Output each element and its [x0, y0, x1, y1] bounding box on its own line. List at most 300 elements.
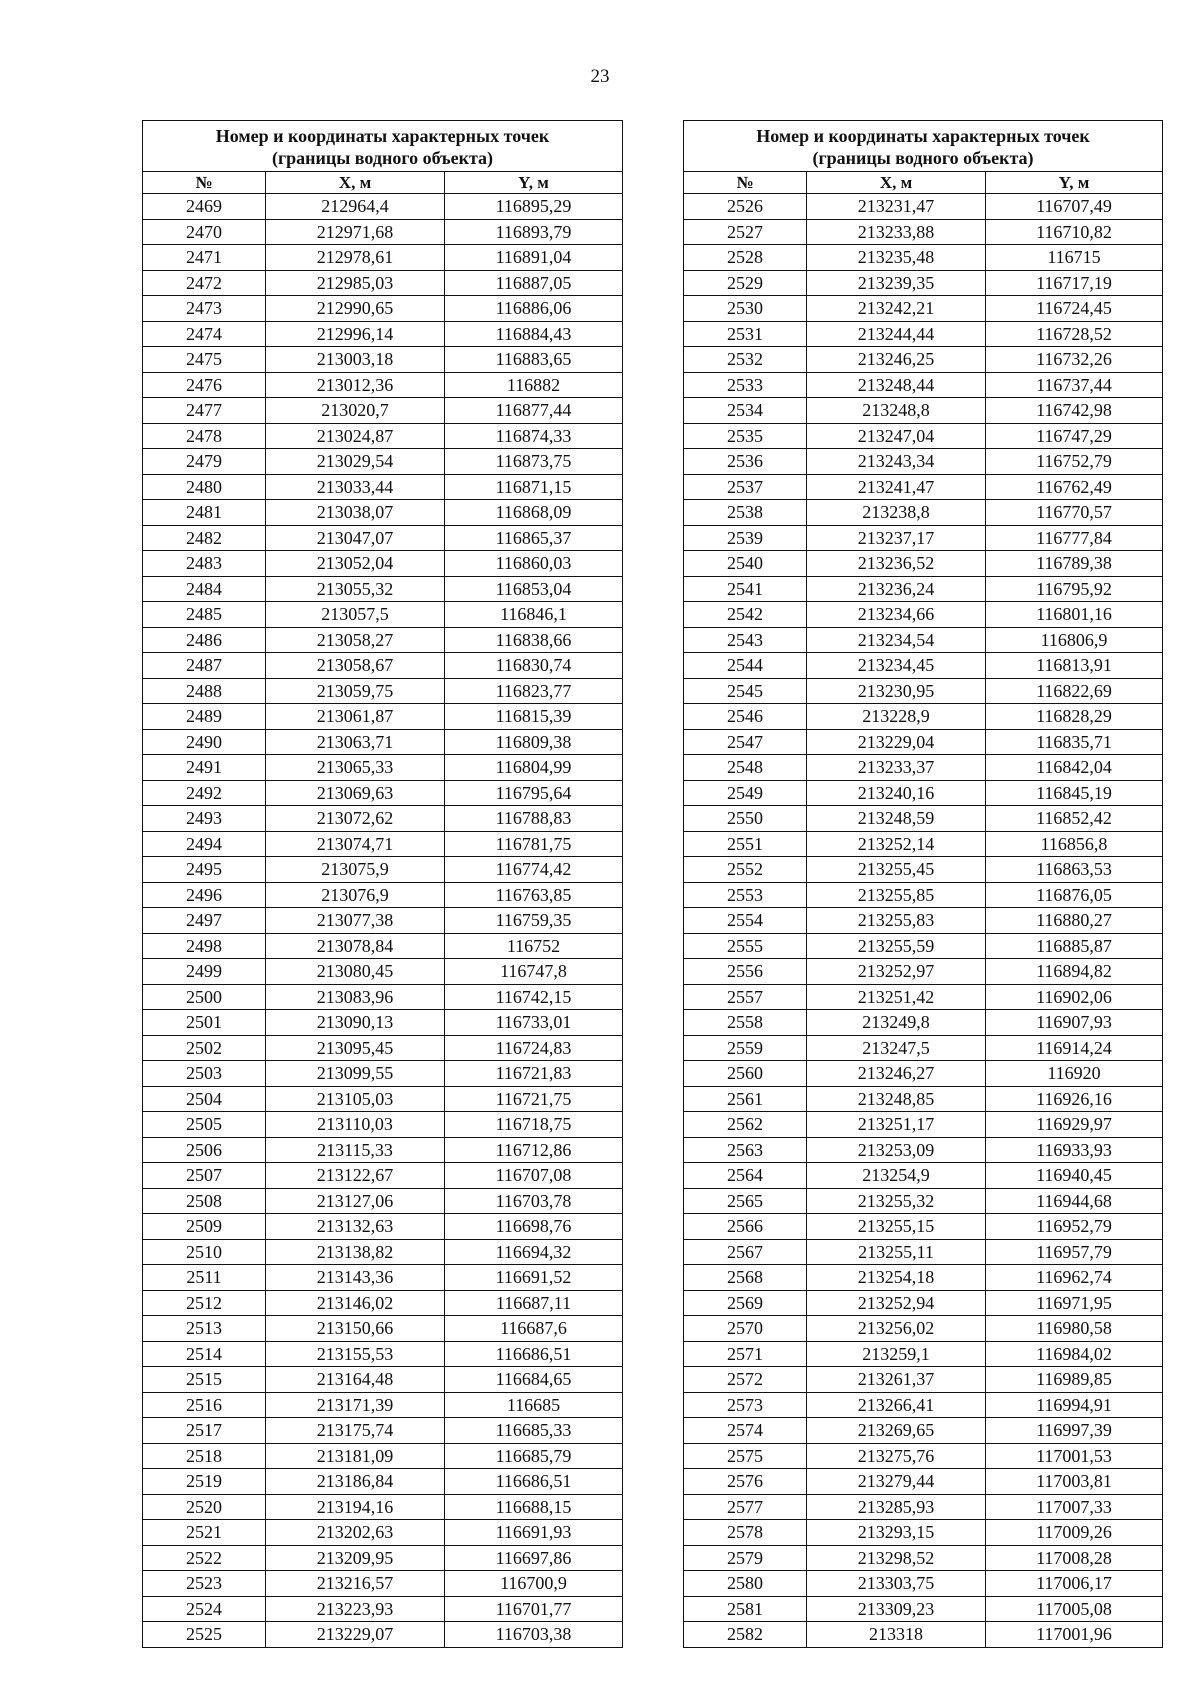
cell-point-number: 2572: [684, 1367, 807, 1393]
cell-point-number: 2486: [143, 627, 266, 653]
cell-y-coordinate: 117007,33: [986, 1494, 1163, 1520]
cell-point-number: 2506: [143, 1137, 266, 1163]
cell-x-coordinate: 212990,65: [266, 296, 445, 322]
cell-y-coordinate: 116747,29: [986, 423, 1163, 449]
cell-y-coordinate: 116703,78: [445, 1188, 623, 1214]
table-row: [143, 1265, 623, 1291]
cell-point-number: 2527: [684, 219, 807, 245]
page-number: 23: [590, 66, 610, 87]
cell-x-coordinate: 213061,87: [266, 704, 445, 730]
cell-point-number: 2495: [143, 857, 266, 883]
cell-point-number: 2569: [684, 1290, 807, 1316]
table-row: [143, 347, 623, 373]
cell-y-coordinate: 116882: [445, 372, 623, 398]
table-row: [684, 704, 1163, 730]
cell-point-number: 2576: [684, 1469, 807, 1495]
cell-x-coordinate: 213127,06: [266, 1188, 445, 1214]
cell-x-coordinate: 213216,57: [266, 1571, 445, 1597]
table-row: [143, 780, 623, 806]
cell-point-number: 2529: [684, 270, 807, 296]
cell-x-coordinate: 213083,96: [266, 984, 445, 1010]
table-row: [684, 678, 1163, 704]
cell-point-number: 2472: [143, 270, 266, 296]
table-row: [143, 1010, 623, 1036]
cell-y-coordinate: 116895,29: [445, 194, 623, 220]
cell-x-coordinate: 213209,95: [266, 1545, 445, 1571]
table-title-line-2: (границы водного объекта): [271, 147, 494, 168]
cell-y-coordinate: 116920: [986, 1061, 1163, 1087]
cell-x-coordinate: 213065,33: [266, 755, 445, 781]
cell-x-coordinate: 213251,42: [807, 984, 986, 1010]
cell-point-number: 2491: [143, 755, 266, 781]
cell-point-number: 2578: [684, 1520, 807, 1546]
cell-x-coordinate: 213229,07: [266, 1622, 445, 1648]
cell-point-number: 2505: [143, 1112, 266, 1138]
cell-y-coordinate: 116886,06: [445, 296, 623, 322]
cell-x-coordinate: 213255,32: [807, 1188, 986, 1214]
table-row: [684, 1061, 1163, 1087]
table-row: [684, 1214, 1163, 1240]
cell-y-coordinate: 116701,77: [445, 1596, 623, 1622]
table-row: [143, 1367, 623, 1393]
cell-x-coordinate: 213234,66: [807, 602, 986, 628]
cell-point-number: 2507: [143, 1163, 266, 1189]
table-row: [143, 1214, 623, 1240]
table-row: [684, 933, 1163, 959]
cell-x-coordinate: 213259,1: [807, 1341, 986, 1367]
cell-y-coordinate: 116822,69: [986, 678, 1163, 704]
cell-point-number: 2481: [143, 500, 266, 526]
cell-x-coordinate: 213105,03: [266, 1086, 445, 1112]
cell-x-coordinate: 213254,9: [807, 1163, 986, 1189]
cell-point-number: 2541: [684, 576, 807, 602]
cell-y-coordinate: 116868,09: [445, 500, 623, 526]
cell-x-coordinate: 212971,68: [266, 219, 445, 245]
table-row: [143, 372, 623, 398]
cell-x-coordinate: 213249,8: [807, 1010, 986, 1036]
cell-x-coordinate: 213099,55: [266, 1061, 445, 1087]
table-row: [684, 1571, 1163, 1597]
table-row: [684, 398, 1163, 424]
cell-x-coordinate: 213242,21: [807, 296, 986, 322]
table-row: [143, 1341, 623, 1367]
table-row: [143, 653, 623, 679]
table-row: [684, 1520, 1163, 1546]
cell-point-number: 2473: [143, 296, 266, 322]
table-row: [684, 602, 1163, 628]
table-row: [684, 194, 1163, 220]
cell-x-coordinate: 213175,74: [266, 1418, 445, 1444]
cell-point-number: 2476: [143, 372, 266, 398]
cell-y-coordinate: 116698,76: [445, 1214, 623, 1240]
cell-y-coordinate: 116697,86: [445, 1545, 623, 1571]
cell-point-number: 2577: [684, 1494, 807, 1520]
cell-y-coordinate: 116830,74: [445, 653, 623, 679]
cell-x-coordinate: 213256,02: [807, 1316, 986, 1342]
cell-point-number: 2533: [684, 372, 807, 398]
table-row: [684, 474, 1163, 500]
cell-y-coordinate: 117006,17: [986, 1571, 1163, 1597]
cell-x-coordinate: 213095,45: [266, 1035, 445, 1061]
cell-y-coordinate: 116842,04: [986, 755, 1163, 781]
table-row: [143, 1086, 623, 1112]
table-row: [143, 1061, 623, 1087]
cell-y-coordinate: 116774,42: [445, 857, 623, 883]
table-body: [684, 194, 1163, 1648]
cell-x-coordinate: 213003,18: [266, 347, 445, 373]
cell-point-number: 2566: [684, 1214, 807, 1240]
cell-point-number: 2528: [684, 245, 807, 271]
cell-x-coordinate: 213236,24: [807, 576, 986, 602]
cell-x-coordinate: 213254,18: [807, 1265, 986, 1291]
cell-y-coordinate: 116781,75: [445, 831, 623, 857]
cell-x-coordinate: 213252,94: [807, 1290, 986, 1316]
cell-point-number: 2575: [684, 1443, 807, 1469]
cell-point-number: 2482: [143, 525, 266, 551]
cell-x-coordinate: 213047,07: [266, 525, 445, 551]
cell-y-coordinate: 116989,85: [986, 1367, 1163, 1393]
cell-y-coordinate: 116929,97: [986, 1112, 1163, 1138]
table-row: [684, 1010, 1163, 1036]
table-row: [143, 857, 623, 883]
cell-x-coordinate: 212964,4: [266, 194, 445, 220]
cell-x-coordinate: 213255,83: [807, 908, 986, 934]
cell-y-coordinate: 116685,33: [445, 1418, 623, 1444]
cell-point-number: 2560: [684, 1061, 807, 1087]
cell-y-coordinate: 116957,79: [986, 1239, 1163, 1265]
table-row: [684, 1622, 1163, 1648]
cell-x-coordinate: 213059,75: [266, 678, 445, 704]
cell-x-coordinate: 213186,84: [266, 1469, 445, 1495]
cell-point-number: 2478: [143, 423, 266, 449]
cell-point-number: 2516: [143, 1392, 266, 1418]
cell-y-coordinate: 117008,28: [986, 1545, 1163, 1571]
cell-x-coordinate: 213115,33: [266, 1137, 445, 1163]
cell-y-coordinate: 116691,93: [445, 1520, 623, 1546]
cell-y-coordinate: 116815,39: [445, 704, 623, 730]
table-row: [143, 933, 623, 959]
cell-point-number: 2579: [684, 1545, 807, 1571]
cell-point-number: 2479: [143, 449, 266, 475]
cell-point-number: 2531: [684, 321, 807, 347]
cell-point-number: 2489: [143, 704, 266, 730]
cell-x-coordinate: 213240,16: [807, 780, 986, 806]
cell-x-coordinate: 213110,03: [266, 1112, 445, 1138]
cell-x-coordinate: 213303,75: [807, 1571, 986, 1597]
cell-y-coordinate: 116902,06: [986, 984, 1163, 1010]
cell-y-coordinate: 116971,95: [986, 1290, 1163, 1316]
cell-x-coordinate: 213052,04: [266, 551, 445, 577]
cell-y-coordinate: 116846,1: [445, 602, 623, 628]
cell-point-number: 2508: [143, 1188, 266, 1214]
table-row: [143, 474, 623, 500]
cell-point-number: 2565: [684, 1188, 807, 1214]
table-row: [684, 1418, 1163, 1444]
cell-point-number: 2530: [684, 296, 807, 322]
table-row: [684, 576, 1163, 602]
cell-y-coordinate: 116712,86: [445, 1137, 623, 1163]
table-row: [143, 1469, 623, 1495]
cell-y-coordinate: 116732,26: [986, 347, 1163, 373]
cell-y-coordinate: 116940,45: [986, 1163, 1163, 1189]
table-row: [684, 1341, 1163, 1367]
cell-point-number: 2483: [143, 551, 266, 577]
table-row: [143, 831, 623, 857]
cell-y-coordinate: 116742,98: [986, 398, 1163, 424]
cell-x-coordinate: 213194,16: [266, 1494, 445, 1520]
table-row: [143, 449, 623, 475]
cell-y-coordinate: 116685,79: [445, 1443, 623, 1469]
cell-y-coordinate: 116801,16: [986, 602, 1163, 628]
cell-x-coordinate: 213090,13: [266, 1010, 445, 1036]
cell-y-coordinate: 116914,24: [986, 1035, 1163, 1061]
cell-x-coordinate: 213038,07: [266, 500, 445, 526]
table-row: [143, 1239, 623, 1265]
cell-x-coordinate: 213238,8: [807, 500, 986, 526]
table-row: [143, 1596, 623, 1622]
cell-point-number: 2567: [684, 1239, 807, 1265]
cell-y-coordinate: 116724,45: [986, 296, 1163, 322]
table-row: [143, 270, 623, 296]
cell-point-number: 2574: [684, 1418, 807, 1444]
cell-point-number: 2477: [143, 398, 266, 424]
cell-x-coordinate: 213074,71: [266, 831, 445, 857]
cell-x-coordinate: 213241,47: [807, 474, 986, 500]
cell-y-coordinate: 116845,19: [986, 780, 1163, 806]
cell-x-coordinate: 213279,44: [807, 1469, 986, 1495]
table-row: [684, 780, 1163, 806]
table-row: [143, 219, 623, 245]
cell-y-coordinate: 116883,65: [445, 347, 623, 373]
cell-x-coordinate: 213229,04: [807, 729, 986, 755]
cell-point-number: 2536: [684, 449, 807, 475]
table-row: [684, 1545, 1163, 1571]
cell-x-coordinate: 213234,45: [807, 653, 986, 679]
cell-x-coordinate: 213233,88: [807, 219, 986, 245]
table-title-line-1: Номер и координаты характерных точек: [215, 125, 550, 146]
cell-y-coordinate: 116984,02: [986, 1341, 1163, 1367]
cell-x-coordinate: 213080,45: [266, 959, 445, 985]
cell-point-number: 2503: [143, 1061, 266, 1087]
table-row: [684, 627, 1163, 653]
table-row: [143, 704, 623, 730]
table-row: [684, 1086, 1163, 1112]
table-row: [684, 1367, 1163, 1393]
cell-x-coordinate: 213266,41: [807, 1392, 986, 1418]
cell-point-number: 2558: [684, 1010, 807, 1036]
cell-x-coordinate: 213236,52: [807, 551, 986, 577]
cell-point-number: 2524: [143, 1596, 266, 1622]
column-header-x: X, м: [807, 172, 986, 194]
cell-x-coordinate: 213248,85: [807, 1086, 986, 1112]
cell-point-number: 2562: [684, 1112, 807, 1138]
cell-x-coordinate: 213164,48: [266, 1367, 445, 1393]
table-row: [684, 653, 1163, 679]
cell-x-coordinate: 213269,65: [807, 1418, 986, 1444]
table-row: [684, 1443, 1163, 1469]
cell-y-coordinate: 116828,29: [986, 704, 1163, 730]
cell-y-coordinate: 116686,51: [445, 1341, 623, 1367]
cell-point-number: 2539: [684, 525, 807, 551]
cell-y-coordinate: 116926,16: [986, 1086, 1163, 1112]
cell-point-number: 2504: [143, 1086, 266, 1112]
cell-y-coordinate: 116933,93: [986, 1137, 1163, 1163]
table-title: [143, 121, 623, 172]
coordinates-table-right: [683, 120, 1163, 1648]
column-header-x: X, м: [266, 172, 445, 194]
cell-point-number: 2502: [143, 1035, 266, 1061]
table-row: [684, 831, 1163, 857]
cell-x-coordinate: 213024,87: [266, 423, 445, 449]
cell-point-number: 2500: [143, 984, 266, 1010]
table-row: [143, 525, 623, 551]
cell-x-coordinate: 213251,17: [807, 1112, 986, 1138]
table-row: [684, 1188, 1163, 1214]
column-header-y: Y, м: [986, 172, 1163, 194]
table-row: [684, 1316, 1163, 1342]
cell-point-number: 2522: [143, 1545, 266, 1571]
cell-point-number: 2544: [684, 653, 807, 679]
cell-point-number: 2471: [143, 245, 266, 271]
cell-y-coordinate: 116962,74: [986, 1265, 1163, 1291]
column-header-number: №: [684, 172, 807, 194]
cell-point-number: 2554: [684, 908, 807, 934]
cell-point-number: 2485: [143, 602, 266, 628]
table-row: [684, 423, 1163, 449]
cell-point-number: 2549: [684, 780, 807, 806]
cell-x-coordinate: 213293,15: [807, 1520, 986, 1546]
cell-y-coordinate: 116952,79: [986, 1214, 1163, 1240]
cell-x-coordinate: 213063,71: [266, 729, 445, 755]
cell-point-number: 2499: [143, 959, 266, 985]
cell-y-coordinate: 116788,83: [445, 806, 623, 832]
table-row: [684, 525, 1163, 551]
cell-x-coordinate: 213248,8: [807, 398, 986, 424]
cell-x-coordinate: 213057,5: [266, 602, 445, 628]
table-row: [684, 1163, 1163, 1189]
cell-point-number: 2568: [684, 1265, 807, 1291]
cell-x-coordinate: 213235,48: [807, 245, 986, 271]
cell-x-coordinate: 213244,44: [807, 321, 986, 347]
cell-y-coordinate: 116700,9: [445, 1571, 623, 1597]
cell-point-number: 2556: [684, 959, 807, 985]
cell-point-number: 2490: [143, 729, 266, 755]
cell-y-coordinate: 116806,9: [986, 627, 1163, 653]
column-header-number: №: [143, 172, 266, 194]
cell-x-coordinate: 213243,34: [807, 449, 986, 475]
table-row: [143, 908, 623, 934]
cell-y-coordinate: 116994,91: [986, 1392, 1163, 1418]
cell-x-coordinate: 213078,84: [266, 933, 445, 959]
table-row: [684, 1265, 1163, 1291]
table-row: [684, 372, 1163, 398]
cell-y-coordinate: 116873,75: [445, 449, 623, 475]
cell-point-number: 2474: [143, 321, 266, 347]
cell-y-coordinate: 116804,99: [445, 755, 623, 781]
cell-y-coordinate: 116763,85: [445, 882, 623, 908]
cell-y-coordinate: 116789,38: [986, 551, 1163, 577]
cell-x-coordinate: 213239,35: [807, 270, 986, 296]
cell-y-coordinate: 116718,75: [445, 1112, 623, 1138]
cell-point-number: 2535: [684, 423, 807, 449]
cell-point-number: 2582: [684, 1622, 807, 1648]
cell-x-coordinate: 212985,03: [266, 270, 445, 296]
cell-x-coordinate: 213255,85: [807, 882, 986, 908]
cell-y-coordinate: 116737,44: [986, 372, 1163, 398]
table-row: [143, 1545, 623, 1571]
cell-point-number: 2564: [684, 1163, 807, 1189]
cell-point-number: 2497: [143, 908, 266, 934]
table-row: [143, 1316, 623, 1342]
cell-x-coordinate: 213255,11: [807, 1239, 986, 1265]
cell-x-coordinate: 213075,9: [266, 857, 445, 883]
cell-point-number: 2510: [143, 1239, 266, 1265]
cell-y-coordinate: 116710,82: [986, 219, 1163, 245]
cell-x-coordinate: 213248,59: [807, 806, 986, 832]
table-row: [143, 500, 623, 526]
cell-y-coordinate: 116685: [445, 1392, 623, 1418]
cell-y-coordinate: 116893,79: [445, 219, 623, 245]
cell-point-number: 2570: [684, 1316, 807, 1342]
table-row: [684, 500, 1163, 526]
table-row: [143, 296, 623, 322]
table-row: [143, 1418, 623, 1444]
table-row: [684, 219, 1163, 245]
table-row: [143, 423, 623, 449]
cell-y-coordinate: 116770,57: [986, 500, 1163, 526]
table-row: [684, 806, 1163, 832]
cell-y-coordinate: 116871,15: [445, 474, 623, 500]
cell-x-coordinate: 213237,17: [807, 525, 986, 551]
cell-x-coordinate: 213318: [807, 1622, 986, 1648]
cell-point-number: 2484: [143, 576, 266, 602]
cell-point-number: 2534: [684, 398, 807, 424]
cell-x-coordinate: 213072,62: [266, 806, 445, 832]
cell-y-coordinate: 116865,37: [445, 525, 623, 551]
table-row: [684, 245, 1163, 271]
cell-point-number: 2498: [143, 933, 266, 959]
cell-x-coordinate: 213076,9: [266, 882, 445, 908]
cell-x-coordinate: 213246,25: [807, 347, 986, 373]
table-row: [143, 627, 623, 653]
table-row: [143, 1520, 623, 1546]
cell-y-coordinate: 117003,81: [986, 1469, 1163, 1495]
cell-x-coordinate: 213298,52: [807, 1545, 986, 1571]
table-row: [143, 729, 623, 755]
cell-x-coordinate: 213233,37: [807, 755, 986, 781]
cell-point-number: 2509: [143, 1214, 266, 1240]
cell-y-coordinate: 116688,15: [445, 1494, 623, 1520]
cell-point-number: 2540: [684, 551, 807, 577]
cell-y-coordinate: 116795,64: [445, 780, 623, 806]
cell-y-coordinate: 116823,77: [445, 678, 623, 704]
cell-y-coordinate: 116980,58: [986, 1316, 1163, 1342]
table-row: [684, 908, 1163, 934]
cell-y-coordinate: 116721,83: [445, 1061, 623, 1087]
cell-x-coordinate: 213058,67: [266, 653, 445, 679]
cell-x-coordinate: 213246,27: [807, 1061, 986, 1087]
cell-point-number: 2552: [684, 857, 807, 883]
cell-y-coordinate: 116686,51: [445, 1469, 623, 1495]
table-row: [684, 959, 1163, 985]
table-row: [684, 984, 1163, 1010]
cell-point-number: 2542: [684, 602, 807, 628]
cell-y-coordinate: 116759,35: [445, 908, 623, 934]
cell-point-number: 2547: [684, 729, 807, 755]
table-row: [143, 959, 623, 985]
cell-point-number: 2525: [143, 1622, 266, 1648]
cell-x-coordinate: 213247,5: [807, 1035, 986, 1061]
